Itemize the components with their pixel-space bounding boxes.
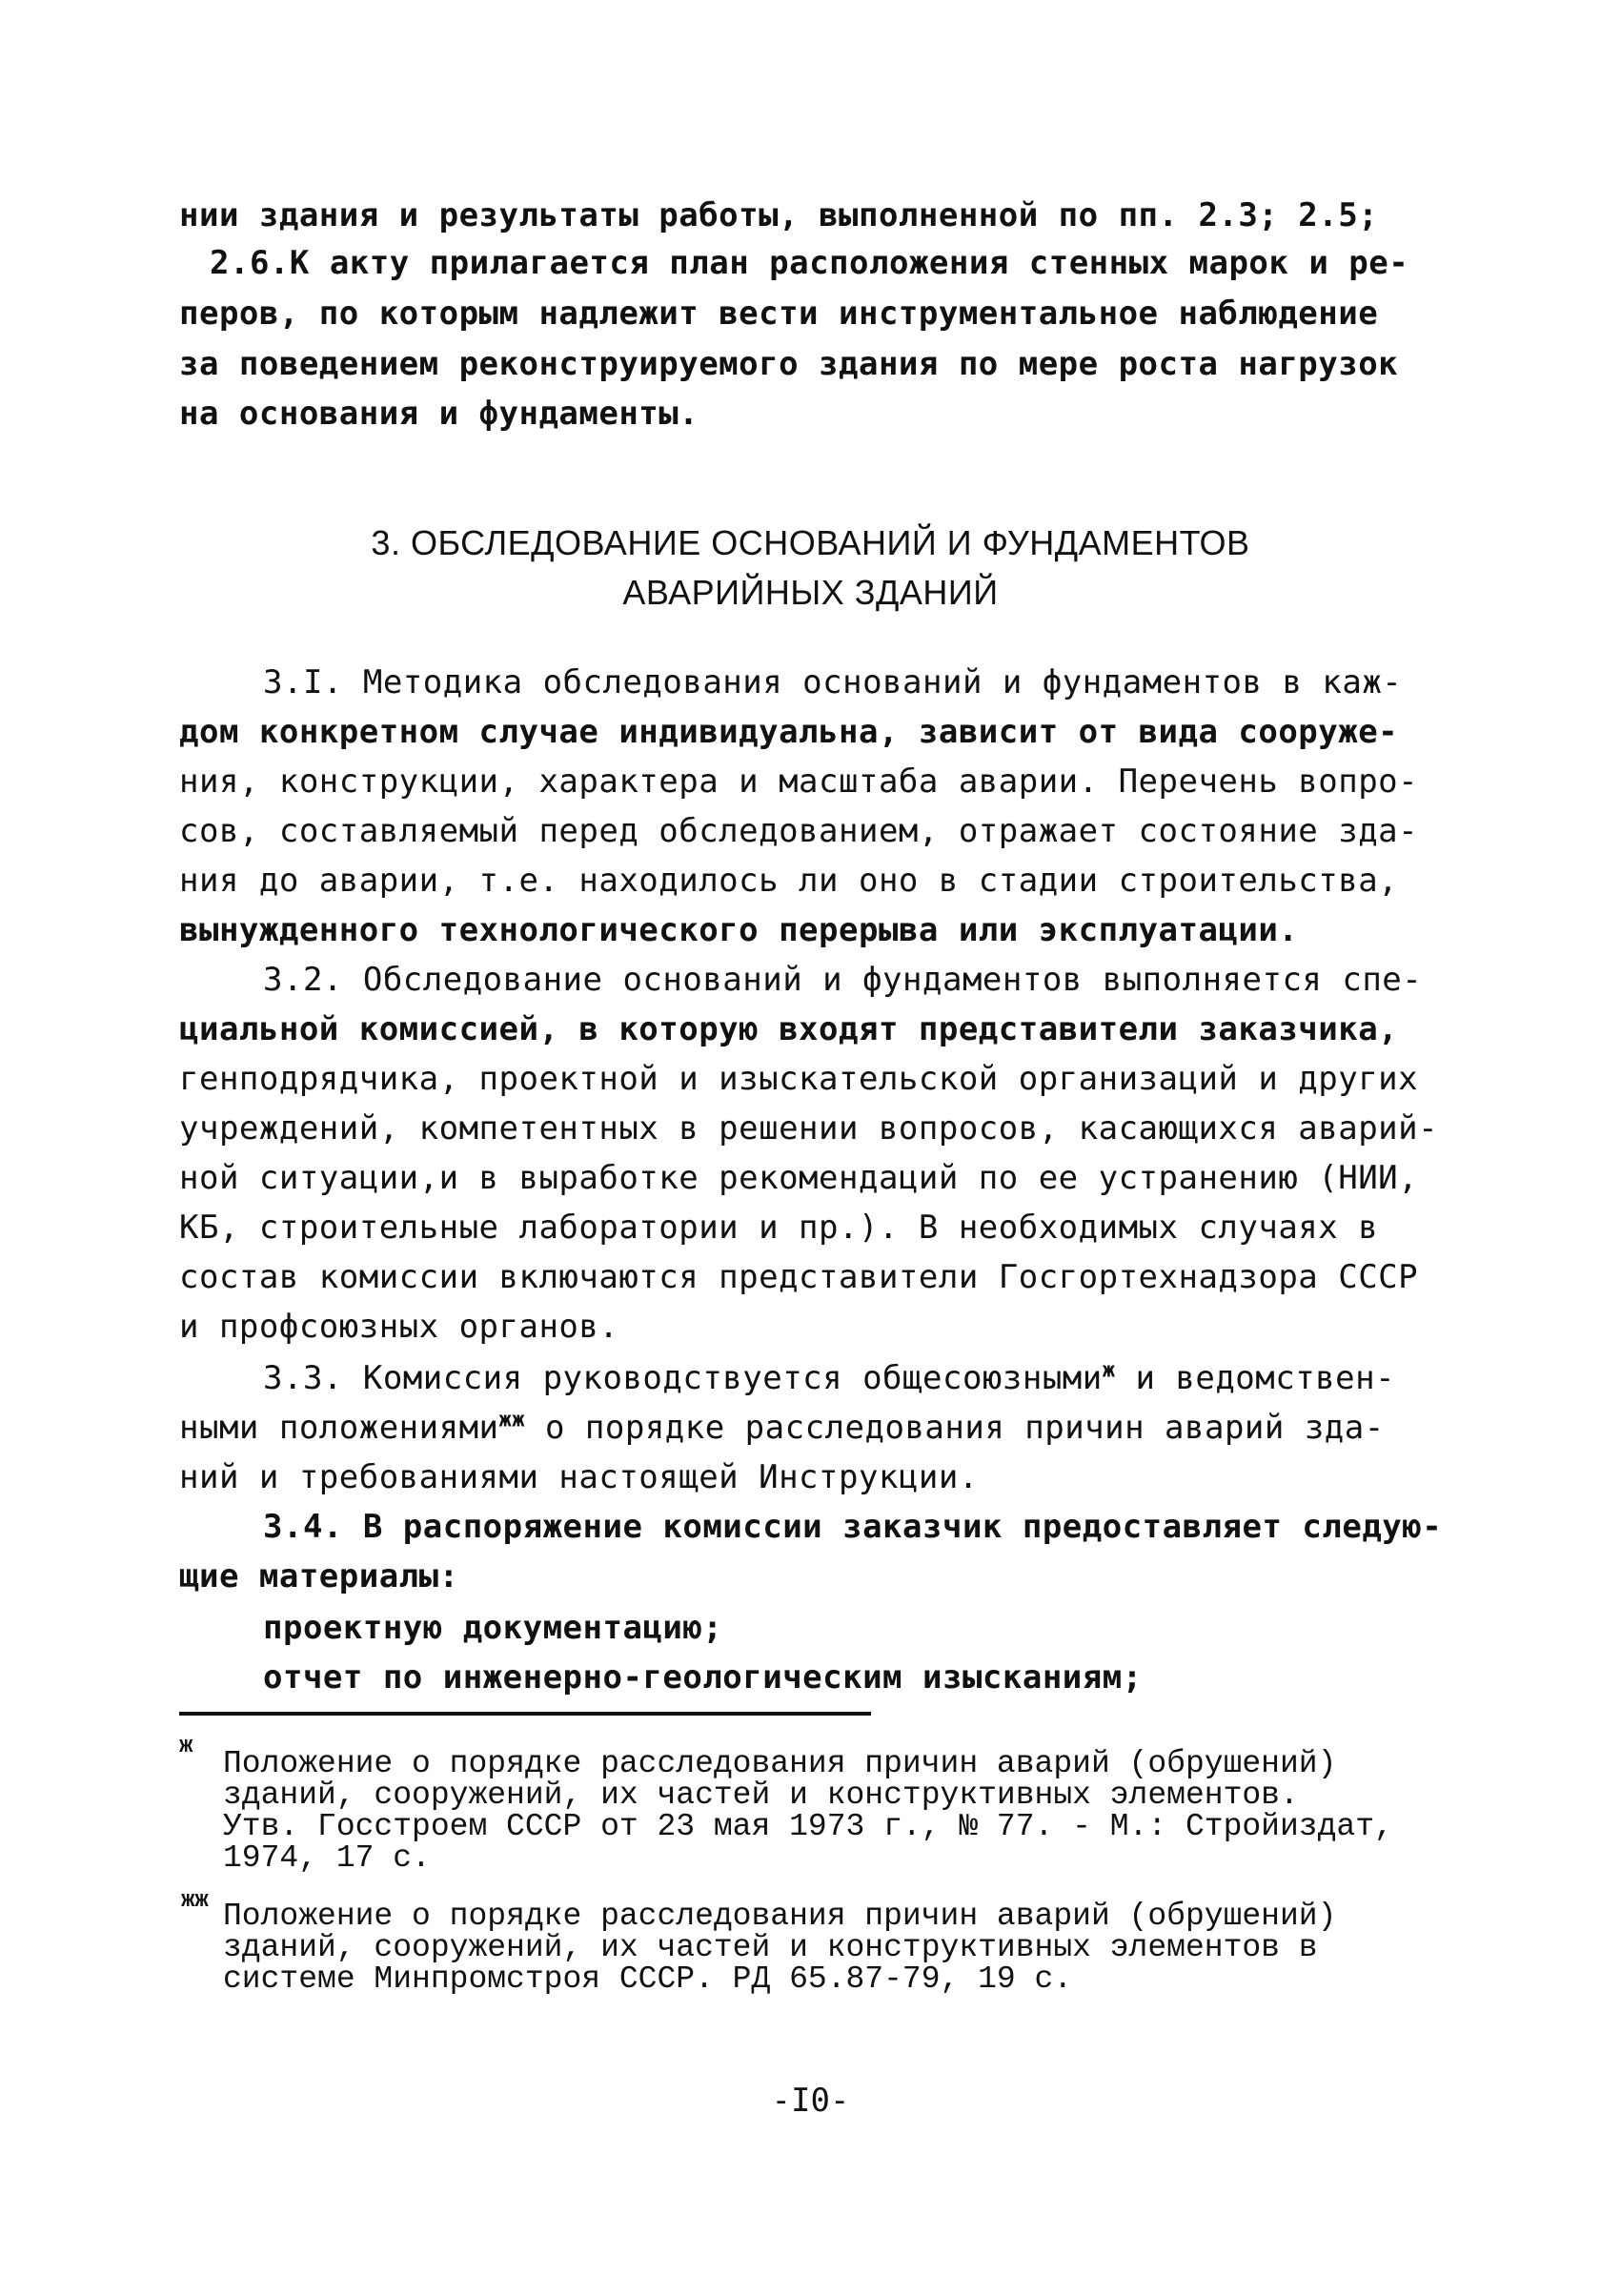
p33-text-a: ными положениями <box>179 1409 499 1447</box>
paragraph-3-1-line: ния до аварии, т.е. находилось ли оно в стадии строительства, <box>179 862 1399 900</box>
paragraph-3-2-line: КБ, строительные лаборатории и пр.). В необходимых случаях в <box>179 1209 1379 1247</box>
paragraph-3-2-line: 3.2. Обследование оснований и фундаментов выполняется спе- <box>263 961 1423 999</box>
footnote-1-line: Утв. Госстроем СССР от 23 мая 1973 г., № 77. - М.: Стройиздат, <box>223 1809 1393 1844</box>
paragraph-3-3-line <box>179 1409 1385 1447</box>
footnote-1-line: зданий, сооружений, их частей и конструктивных элементов. <box>223 1778 1299 1813</box>
section-title-line-2: АВАРИЙНЫХ ЗДАНИЙ <box>622 573 999 612</box>
footnote-1-line: Положение о порядке расследования причин аварий (обрушений) <box>223 1746 1337 1781</box>
p33-text-b: о порядке расследования причин аварий зда- <box>525 1409 1385 1447</box>
paragraph-3-3-line <box>263 1359 1395 1397</box>
paragraph-3-1-line: сов, составляемый перед обследованием, отражает состояние зда- <box>179 812 1419 850</box>
paragraph-3-4-line: 3.4. В распоряжение комиссии заказчик предоставляет следую- <box>263 1508 1443 1546</box>
paragraph-3-1-line: дом конкретном случае индивидуальна, зависит от вида сооруже- <box>179 713 1399 751</box>
text-line: на основания и фундаменты. <box>179 395 699 433</box>
paragraph-3-2-line: циальной комиссией, в которую входят представители заказчика, <box>179 1010 1399 1048</box>
section-title-line-1: 3. ОБСЛЕДОВАНИЕ ОСНОВАНИЙ И ФУНДАМЕНТОВ <box>371 523 1250 562</box>
paragraph-3-4-line: щие материалы: <box>179 1557 459 1595</box>
paragraph-3-2-line: ной ситуации,и в выработке рекомендаций по ее устранению (НИИ, <box>179 1159 1419 1197</box>
text-line: нии здания и результаты работы, выполненной по пп. 2.3; 2.5; <box>179 196 1379 234</box>
p33-text-b: и ведомствен- <box>1115 1359 1396 1397</box>
paragraph-3-3-line: ний и требованиями настоящей Инструкции. <box>179 1458 979 1496</box>
text-line: за поведением реконструируемого здания по мере роста нагрузок <box>179 345 1399 383</box>
footnote-1-marker: ж <box>179 1734 193 1759</box>
footnote-marker-1: ж <box>1102 1358 1116 1383</box>
text-line: перов, по которым надлежит вести инструментальное наблюдение <box>179 295 1379 333</box>
paragraph-3-1-line: вынужденного технологического перерыва или эксплуатации. <box>179 911 1299 949</box>
list-item: проектную документацию; <box>263 1609 723 1647</box>
paragraph-3-2-line: и профсоюзных органов. <box>179 1308 619 1346</box>
paragraph-3-2-line: состав комиссии включаются представители Госгортехнадзора СССР <box>179 1258 1419 1296</box>
footnote-1-line: 1974, 17 с. <box>223 1840 431 1876</box>
paragraph-3-2-line: генподрядчика, проектной и изыскательской организаций и других <box>179 1060 1419 1098</box>
footnote-2-line: Положение о порядке расследования причин аварий (обрушений) <box>223 1899 1337 1934</box>
footnote-2-line: системе Минпромстроя СССР. РД 65.87-79, 19 с. <box>223 1961 1073 1997</box>
footnote-separator <box>179 1712 871 1716</box>
page-number: -I0- <box>771 2082 850 2120</box>
footnote-2-marker: жж <box>181 1888 209 1914</box>
paragraph-3-1-line: ния, конструкции, характера и масштаба аварии. Перечень вопро- <box>179 762 1419 801</box>
footnote-2-line: зданий, сооружений, их частей и конструктивных элементов в <box>223 1930 1318 1965</box>
p33-text-a: 3.3. Комиссия руководствуется общесоюзными <box>263 1359 1103 1397</box>
text-line: 2.6.К акту прилагается план расположения стенных марок и ре- <box>210 244 1409 282</box>
paragraph-3-2-line: учреждений, компетентных в решении вопросов, касающихся аварий- <box>179 1109 1439 1148</box>
paragraph-3-1-line: 3.I. Методика обследования оснований и фундаментов в каж- <box>263 663 1403 701</box>
footnote-marker-2: жж <box>498 1408 526 1432</box>
list-item: отчет по инженерно-геологическим изысканиям; <box>263 1658 1143 1697</box>
